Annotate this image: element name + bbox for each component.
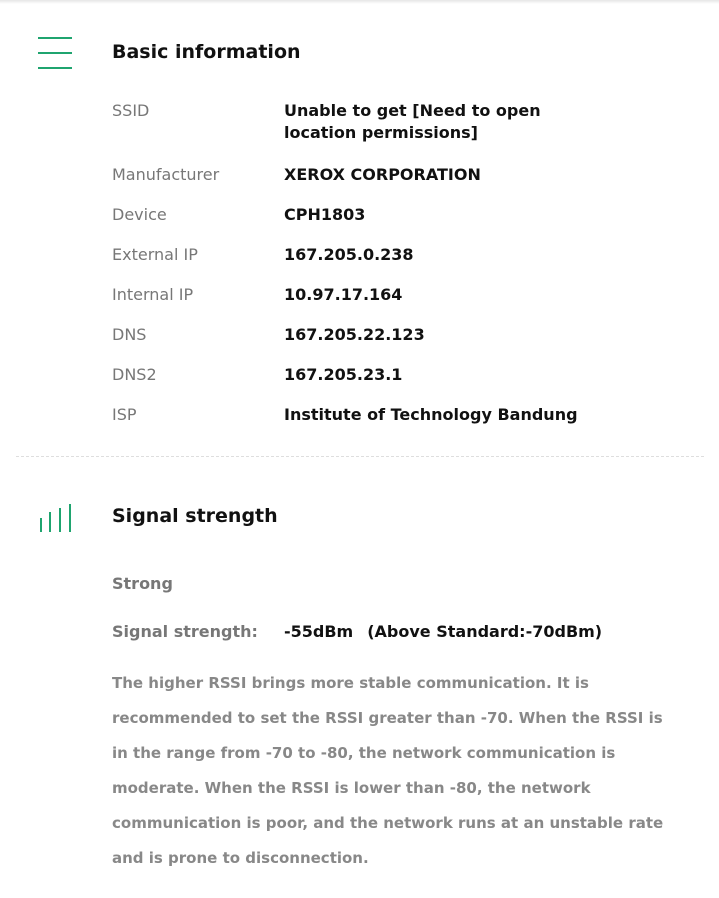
signal-strength-value: -55dBm xyxy=(284,622,354,641)
info-value: Unable to get [Need to open location permissions] xyxy=(284,101,541,142)
info-list xyxy=(112,100,692,444)
info-value: 167.205.23.1 xyxy=(284,365,403,384)
info-row-device xyxy=(112,204,692,244)
info-label: Internal IP xyxy=(112,285,194,304)
signal-strength-section xyxy=(0,458,719,898)
signal-strength-row xyxy=(112,622,602,641)
info-row-internal-ip xyxy=(112,284,692,324)
info-row-dns2 xyxy=(112,364,692,404)
info-row-manufacturer xyxy=(112,164,692,204)
signal-standard: (Above Standard:-70dBm) xyxy=(367,622,603,641)
info-label: ISP xyxy=(112,405,137,424)
info-value: CPH1803 xyxy=(284,205,366,224)
info-label: Manufacturer xyxy=(112,165,220,184)
info-label: DNS xyxy=(112,325,147,344)
info-row-dns xyxy=(112,324,692,364)
info-row-ssid xyxy=(112,100,692,152)
info-label: External IP xyxy=(112,245,198,264)
info-value: Institute of Technology Bandung xyxy=(284,405,578,424)
menu-icon xyxy=(38,37,72,71)
info-value: 167.205.0.238 xyxy=(284,245,414,264)
signal-bars-icon xyxy=(38,504,74,532)
section-divider xyxy=(16,456,704,457)
info-row-external-ip xyxy=(112,244,692,284)
info-label: DNS2 xyxy=(112,365,157,384)
signal-level: Strong xyxy=(112,574,173,593)
info-row-isp xyxy=(112,404,692,444)
info-label: SSID xyxy=(112,101,150,120)
signal-strength-label: Signal strength: xyxy=(112,622,258,641)
info-label: Device xyxy=(112,205,167,224)
basic-information-title: Basic information xyxy=(112,41,301,63)
info-value: 10.97.17.164 xyxy=(284,285,403,304)
signal-description: The higher RSSI brings more stable communication. It is recommended to set the RSSI greater than -70. When the RSSI is in the range from -70 to -80, the network communication is moderate. When the RSSI is lower than -80, the network communication is poor, and the network runs at an unstable rate and is prone to disconnection. xyxy=(112,674,664,867)
info-value: XEROX CORPORATION xyxy=(284,165,481,184)
signal-strength-title: Signal strength xyxy=(112,505,278,527)
info-value: 167.205.22.123 xyxy=(284,325,425,344)
